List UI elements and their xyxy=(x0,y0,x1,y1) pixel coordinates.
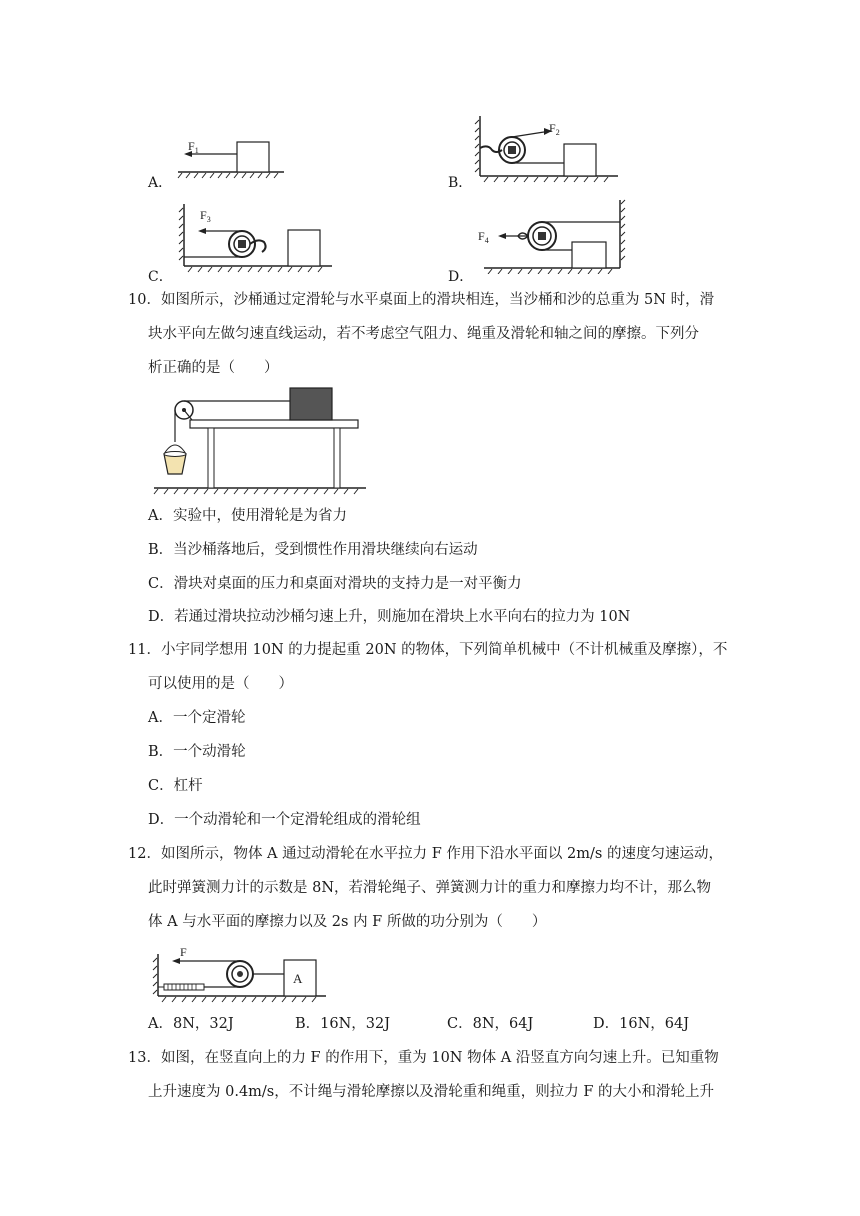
q11-number: 11． xyxy=(128,642,161,658)
q12-number: 12． xyxy=(128,846,161,862)
q10-option-a[interactable]: A．实验中，使用滑轮是为省力 xyxy=(148,508,347,524)
q11-option-c[interactable]: C．杠杆 xyxy=(148,778,203,794)
q9-a-force-label: $F_1$ xyxy=(188,139,199,155)
q10-line-2: 块水平向左做匀速直线运动，若不考虑空气阻力、绳重及滑轮和轴之间的摩擦。下列分 xyxy=(148,326,699,342)
q11-line-2: 可以使用的是（ ） xyxy=(148,676,293,692)
q12-option-d[interactable]: D．16N，64J xyxy=(593,1016,690,1032)
q13-line-1: 13．如图，在竖直向上的力 F 的作用下，重为 10N 物体 A 沿竖直方向匀速上升。已知重物 xyxy=(128,1050,719,1066)
q12-option-c[interactable]: C．8N，64J xyxy=(447,1016,534,1032)
q13-line-2: 上升速度为 0.4m/s，不计绳与滑轮摩擦以及滑轮重和绳重，则拉力 F 的大小和滑轮上升 xyxy=(148,1084,715,1100)
q11-option-d[interactable]: D．一个动滑轮和一个定滑轮组成的滑轮组 xyxy=(148,812,421,828)
q9-option-a-figure xyxy=(176,132,286,186)
q9-option-d-label[interactable]: D． xyxy=(448,269,474,285)
q10-figure-table-pulley xyxy=(150,384,370,496)
q9-option-b-label[interactable]: B． xyxy=(448,175,473,191)
q12-force-label: F xyxy=(180,945,187,959)
q9-b-force-label: $F_2$ xyxy=(549,121,560,137)
q12-line-1: 12．如图所示，物体 A 通过动滑轮在水平拉力 F 作用下沿水平面以 2m/s 的速度匀速运动， xyxy=(128,846,723,862)
q12-block-label: A xyxy=(293,971,303,986)
q9-d-force-label: $F_4$ xyxy=(478,229,489,245)
q12-figure-pulley-spring xyxy=(150,944,330,1004)
q10-option-b[interactable]: B．当沙桶落地后，受到惯性作用滑块继续向右运动 xyxy=(148,542,478,558)
q9-option-a-label[interactable]: A． xyxy=(148,175,173,191)
q11-line-1: 11．小宇同学想用 10N 的力提起重 20N 的物体，下列简单机械中（不计机械重及摩擦），不 xyxy=(128,642,728,658)
q10-line-3: 析正确的是（ ） xyxy=(148,360,279,376)
q9-option-b-figure xyxy=(474,112,624,184)
q9-option-c-figure xyxy=(178,200,338,274)
q9-c-force-label: $F_3$ xyxy=(200,208,211,224)
q12-option-b[interactable]: B．16N，32J xyxy=(295,1016,391,1032)
q9-option-d-figure xyxy=(474,196,630,274)
q11-option-b[interactable]: B．一个动滑轮 xyxy=(148,744,246,760)
q10-option-d[interactable]: D．若通过滑块拉动沙桶匀速上升，则施加在滑块上水平向右的拉力为 10N xyxy=(148,609,631,625)
q12-option-a[interactable]: A．8N，32J xyxy=(148,1016,234,1032)
q11-option-a[interactable]: A．一个定滑轮 xyxy=(148,710,246,726)
q12-line-2: 此时弹簧测力计的示数是 8N，若滑轮绳子、弹簧测力计的重力和摩擦力均不计，那么物 xyxy=(148,880,712,896)
q13-number: 13． xyxy=(128,1050,161,1066)
q10-number: 10． xyxy=(128,292,161,308)
q12-line-3: 体 A 与水平面的摩擦力以及 2s 内 F 所做的功分别为（ ） xyxy=(148,914,547,930)
q10-line-1: 10．如图所示，沙桶通过定滑轮与水平桌面上的滑块相连，当沙桶和沙的总重为 5N 时，滑 xyxy=(128,292,715,308)
q9-option-c-label[interactable]: C． xyxy=(148,269,173,285)
q10-option-c[interactable]: C．滑块对桌面的压力和桌面对滑块的支持力是一对平衡力 xyxy=(148,576,522,592)
